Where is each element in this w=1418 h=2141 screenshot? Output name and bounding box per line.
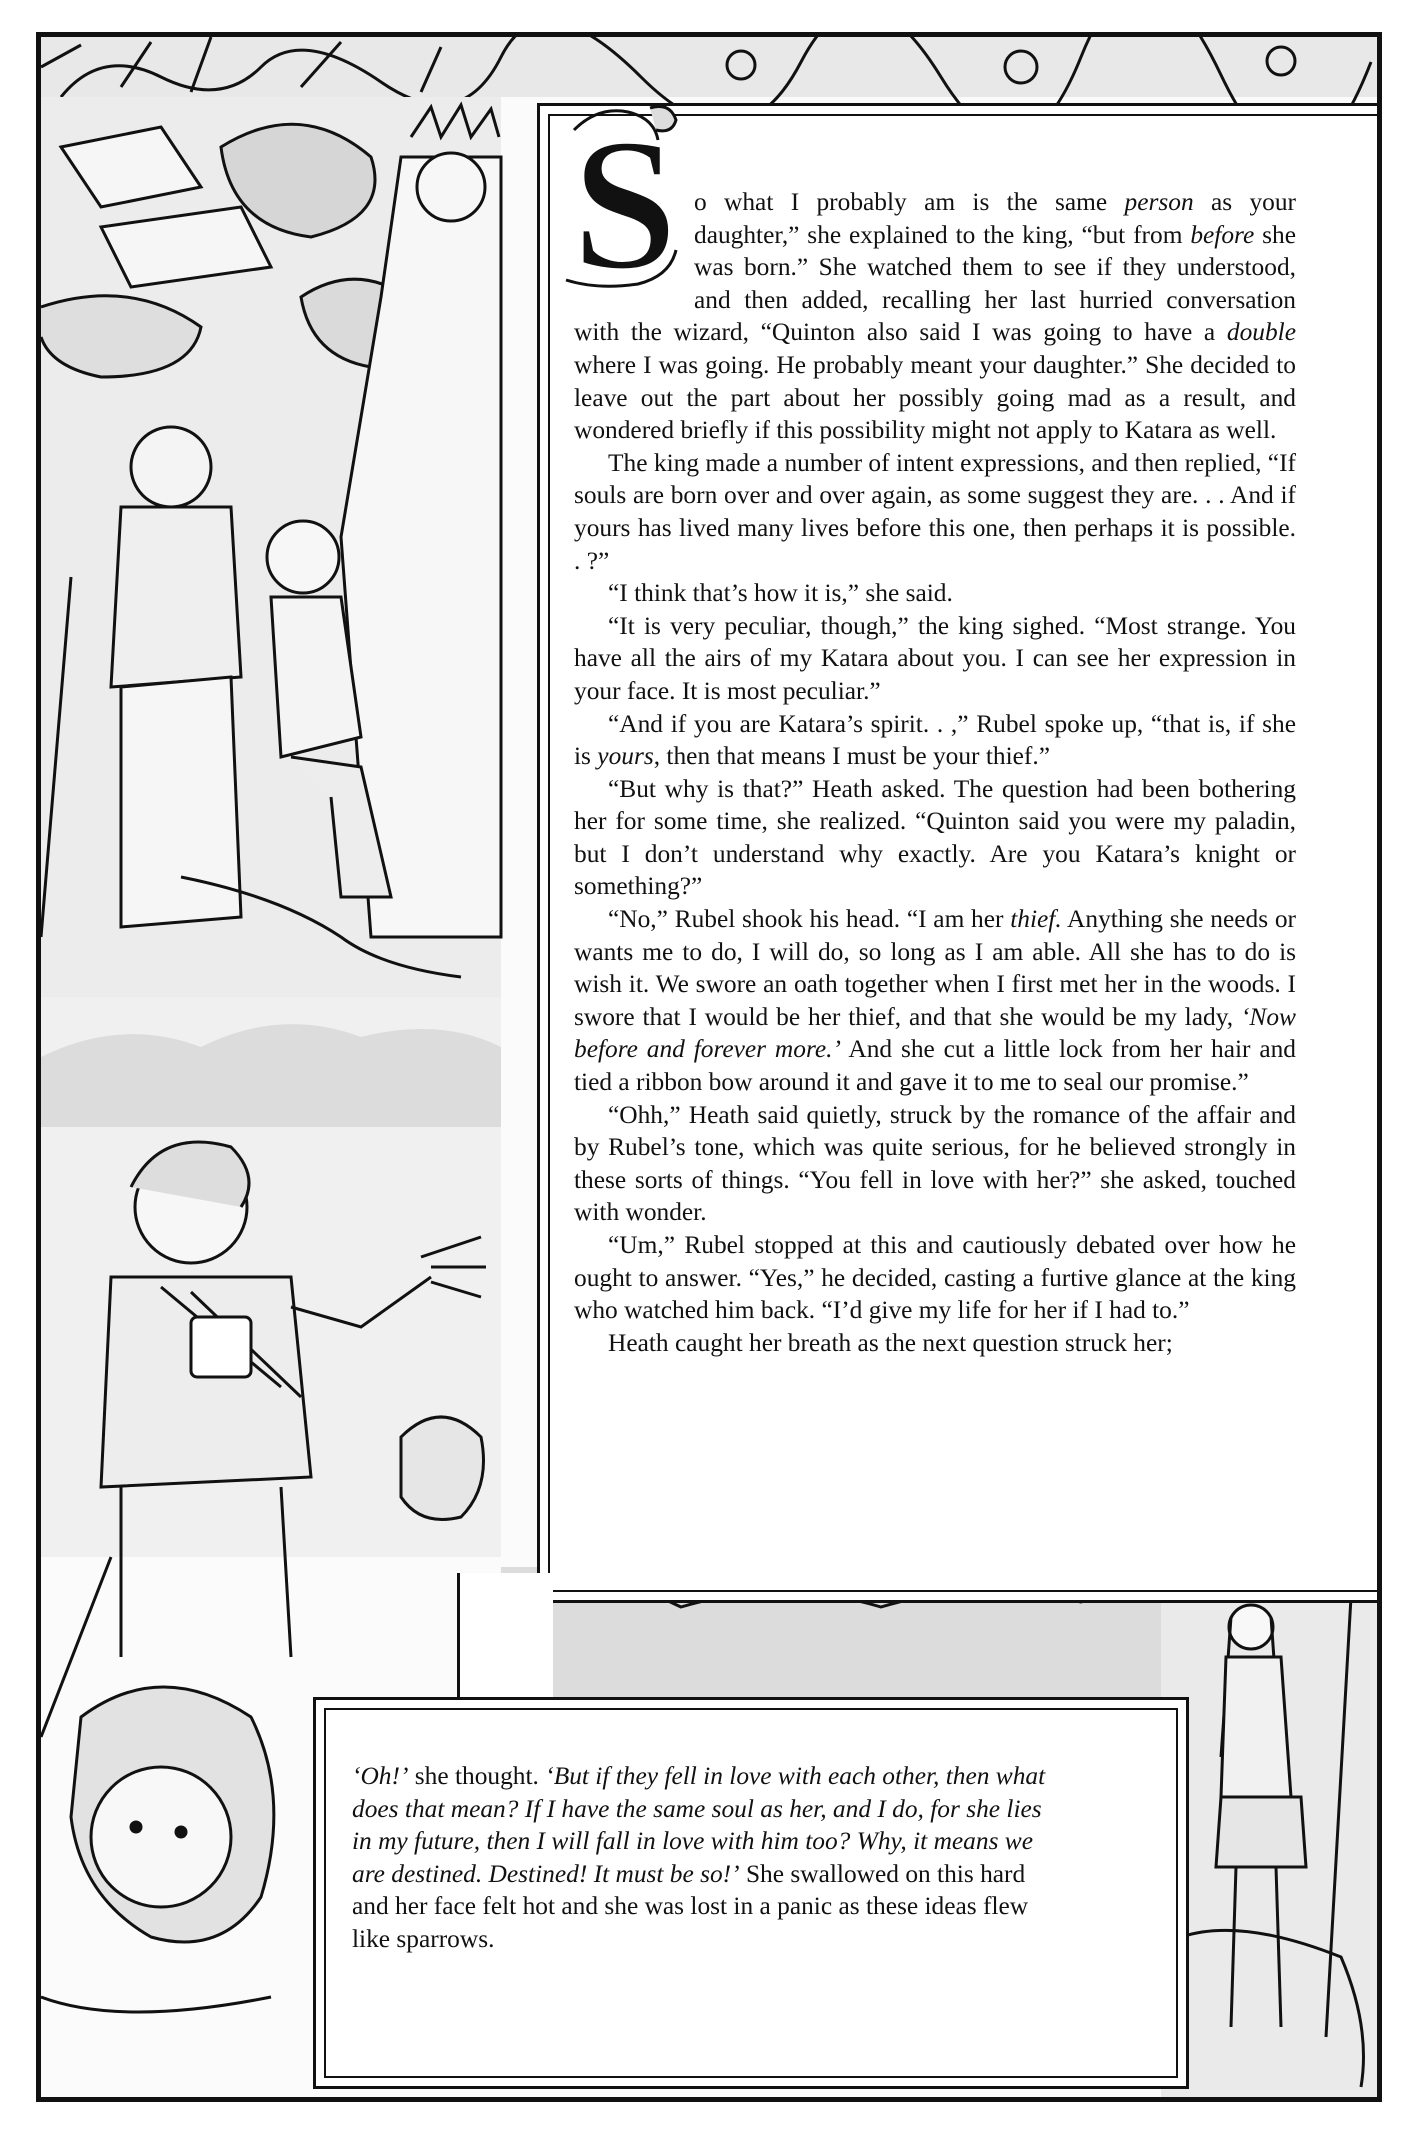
text-run: “No,” Rubel shook his head. “I am her [608,905,1011,934]
story-paragraph-9 [574,1229,1296,1327]
paragraph-text [574,449,1296,575]
italic-run: ‘But if they fell in love with each other, then what does that mean? If I have the same soul as her, and I do, for she lies in my future, then I will fall in love with him too? Why, it means we are destined. Destined! It must be so!’ [352,1762,1046,1888]
text-run: as your daughter,” she explained to the king, “but from [694,188,1297,249]
text-run: She swallowed on this hard and her face felt hot and she was lost in a panic as these ideas flew like sparrows. [352,1859,1029,1953]
text-run: “It is very peculiar, though,” the king sighed. “Most strange. You have all the airs of my Katara about you. I can see her expression in your face. It is most peculiar.” [574,611,1296,705]
text-run: “But why is that?” Heath asked. The question had been bothering her for some time, she realized. “Quinton said you were my paladin, but I don’t understand why exactly. Are you Katara’s knight or something?” [574,774,1296,901]
text-run: she thought. [408,1762,546,1790]
text-run: “And if you are Katara’s spirit. . ,” Rubel spoke up, “that is, if she is [574,709,1296,771]
dropcap-s [558,100,684,296]
text-run: The king made a number of intent expressions, and then replied, “If souls are born over and over again, as some suggest they are. . . And if yours has lived many lives before this one, then perhaps it is possible. . ?” [574,448,1296,575]
text-run: Anything she needs or wants me to do, I will do, so long as I am able. All she has to do is wish it. We swore an oath together when I first met her in the woods. I swore that I would be her thief, and that she would be my lady, [574,905,1297,1031]
story-paragraph-2 [574,447,1296,577]
story-paragraph-7 [574,903,1296,1099]
paragraph-text [574,905,1296,1096]
text-run: “Um,” Rubel stopped at this and cautiously debated over how he ought to answer. “Yes,” he decided, casting a furtive glance at the king who watched him back. “I’d give my life for her if I had to.” [574,1231,1296,1325]
paragraph-text [574,775,1296,901]
left-scene-upper [41,97,501,997]
paragraph-text [574,1231,1296,1324]
text-run: “I think that’s how it is,” she said. [608,579,953,608]
italic-run: before [1190,220,1255,249]
italic-run: ‘Now before and forever more.’ [574,1002,1296,1064]
text-run: Heath caught her breath as the next question struck her; [608,1328,1173,1357]
italic-run: double [1226,318,1296,347]
story-paragraph-4 [574,610,1296,708]
story-paragraph-8 [574,1099,1296,1229]
text-run: , then that means I must be your thief.” [653,742,1051,771]
text-run: And she cut a little lock from her hair and tied a ribbon bow around it and gave it to me to seal our promise.” [574,1035,1296,1097]
italic-run: thief. [1010,905,1062,934]
story-paragraph-1 [572,100,1297,447]
italic-run: yours [597,742,654,771]
paragraph-text [352,1762,1045,1953]
paragraph-text [574,612,1296,705]
dropcap-ornament-icon [558,100,684,296]
story-paragraph-10 [574,1327,1296,1360]
caption-text [352,1760,1054,1956]
story-paragraph-5 [574,708,1296,773]
paragraph-text [608,1329,1173,1357]
main-story-text [572,100,1297,1359]
text-run: where I was going. He probably meant your daughter.” She decided to leave out the part about her possibly going mad as a result, and wondered briefly if this possibility might not apply to Katara as well. [574,350,1296,445]
paragraph-text [608,579,953,607]
text-run: “Ohh,” Heath said quietly, struck by the romance of the affair and by Rubel’s tone, which was quite serious, for he believed strongly in these sorts of things. “You fell in love with her?” she asked, touched with wonder. [574,1100,1296,1227]
text-run: o what I probably am is the same [694,188,1125,216]
paragraph-text [574,710,1296,771]
story-paragraph-3 [574,577,1296,610]
story-paragraph-6 [574,773,1296,903]
panel-connector [457,1573,553,1713]
caption-paragraph [352,1760,1054,1956]
text-run: she was born.” She watched them to see if they understood, and then added, recalling her last hurried conversation with the wizard, “Quinton also said I was going to have a [574,220,1296,347]
italic-run: person [1124,188,1194,216]
italic-run: ‘Oh!’ [352,1762,409,1790]
paragraph-text [574,1101,1296,1227]
dropcap-letter: S [572,100,678,296]
